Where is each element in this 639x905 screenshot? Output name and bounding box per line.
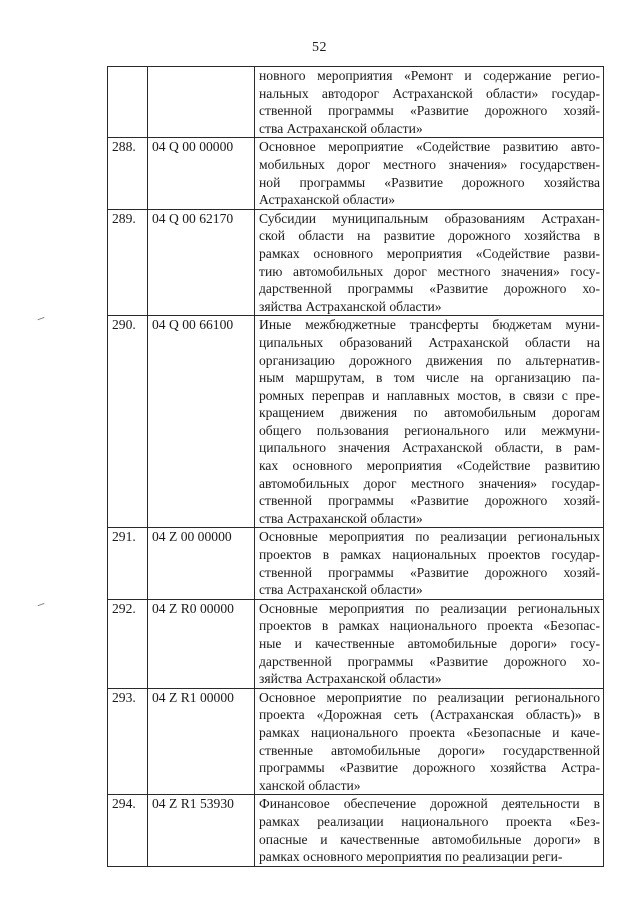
description-line: общего пользования регионального или межмуни- [259, 422, 600, 438]
description-line: ромных переправ и наплавных мостов, в связи с пре- [259, 387, 600, 403]
description-line: зяйства Астраханской области» [259, 671, 442, 687]
description-line: дарственной программы «Развитие дорожного хо- [259, 653, 600, 669]
description-line: ках основного мероприятия «Содействие развитию [259, 458, 600, 474]
row-number: 291. [108, 528, 148, 599]
article-description [255, 795, 604, 866]
table-row [108, 599, 604, 688]
row-number: 288. [108, 138, 148, 209]
description-line: ной программы «Развитие дорожного хозяйства [259, 174, 600, 190]
description-line: Субсидии муниципальным образованиям Астрахан- [259, 210, 600, 226]
description-line: проекта «Дорожная сеть (Астраханская область)» в [259, 707, 600, 723]
target-article-code: 04 Q 00 66100 [148, 316, 255, 528]
description-line: мобильных дорог местного значения» государствен- [259, 156, 600, 172]
row-number [108, 67, 148, 138]
target-article-code: 04 Z R1 53930 [148, 795, 255, 866]
description-line: рамках основного мероприятия по реализации реги- [259, 849, 563, 865]
description-line: дарственной программы «Развитие дорожного хо- [259, 281, 600, 297]
description-line: ные и качественные автомобильные дороги» госу- [259, 636, 600, 651]
description-line: ственные автомобильные дороги» государственной [259, 742, 600, 758]
article-description [255, 528, 604, 599]
description-line: рамках реализации национального проекта «Без- [259, 813, 600, 829]
scan-mark [38, 317, 46, 323]
description-line: программы «Развитие дорожного хозяйства Астра- [259, 760, 600, 776]
row-number: 292. [108, 599, 148, 688]
description-line: проектов в рамках национального проекта «Безопас- [259, 618, 600, 634]
description-line: новного мероприятия «Ремонт и содержание регио- [259, 68, 600, 83]
page-number: 52 [312, 40, 327, 55]
description-line: автомобильных дорог местного значения» государ- [259, 475, 600, 491]
row-number: 294. [108, 795, 148, 866]
description-line: Основные мероприятия по реализации региональных [259, 600, 600, 616]
description-line: рамках основного мероприятия «Содействие разви- [259, 245, 600, 261]
budget-classification-table [107, 66, 604, 867]
description-line: опасные и качественные автомобильные дороги» в [259, 831, 600, 847]
row-number: 289. [108, 209, 148, 316]
description-line: ской области на развитие дорожного хозяйства в [259, 228, 600, 244]
article-description [255, 209, 604, 316]
description-line: нальных автодорог Астраханской области» государ- [259, 85, 600, 101]
target-article-code [148, 67, 255, 138]
description-line: ным маршрутам, в том числе на организацию па- [259, 370, 600, 386]
table-row [108, 67, 604, 138]
description-line: Основное мероприятие «Содействие развитию авто- [259, 139, 600, 155]
table-row [108, 795, 604, 866]
target-article-code: 04 Z R1 00000 [148, 688, 255, 795]
row-number: 293. [108, 688, 148, 795]
target-article-code: 04 Z R0 00000 [148, 599, 255, 688]
description-line: тию автомобильных дорог местного значения» госу- [259, 263, 600, 279]
description-line: ципальных образований Астраханской области на [259, 334, 600, 350]
table-row [108, 209, 604, 316]
description-line: проектов в рамках национальных проектов государ- [259, 547, 600, 563]
description-line: Астраханской области» [259, 192, 396, 208]
description-line: организацию дорожного движения по альтернатив- [259, 352, 600, 368]
description-line: ственной программы «Развитие дорожного хозяй- [259, 564, 600, 580]
description-line: ства Астраханской области» [259, 582, 423, 598]
target-article-code: 04 Q 00 00000 [148, 138, 255, 209]
article-description [255, 316, 604, 528]
description-line: Основное мероприятие по реализации регионального [259, 689, 600, 705]
scan-mark [38, 603, 46, 609]
description-line: ства Астраханской области» [259, 120, 423, 136]
description-line: ства Астраханской области» [259, 510, 423, 526]
description-line: Финансовое обеспечение дорожной деятельности в [259, 796, 600, 812]
description-line: ципального значения Астраханской области, в рам- [259, 440, 600, 456]
table-row [108, 138, 604, 209]
article-description [255, 688, 604, 795]
target-article-code: 04 Q 00 62170 [148, 209, 255, 316]
table-row [108, 688, 604, 795]
table-row [108, 528, 604, 599]
description-line: зяйства Астраханской области» [259, 298, 442, 314]
table-row [108, 316, 604, 528]
description-line: Основные мероприятия по реализации региональных [259, 529, 600, 545]
table-body [108, 67, 604, 867]
article-description [255, 138, 604, 209]
description-line: Иные межбюджетные трансферты бюджетам муни- [259, 317, 600, 333]
row-number: 290. [108, 316, 148, 528]
article-description [255, 599, 604, 688]
description-line: ственной программы «Развитие дорожного хозяй- [259, 493, 600, 509]
target-article-code: 04 Z 00 00000 [148, 528, 255, 599]
description-line: кращением движения по автомобильным дорогам [259, 405, 600, 421]
description-line: ханской области» [259, 777, 361, 793]
article-description [255, 67, 604, 138]
description-line: ственной программы «Развитие дорожного хозяй- [259, 103, 600, 119]
description-line: рамках национального проекта «Безопасные и каче- [259, 724, 600, 740]
